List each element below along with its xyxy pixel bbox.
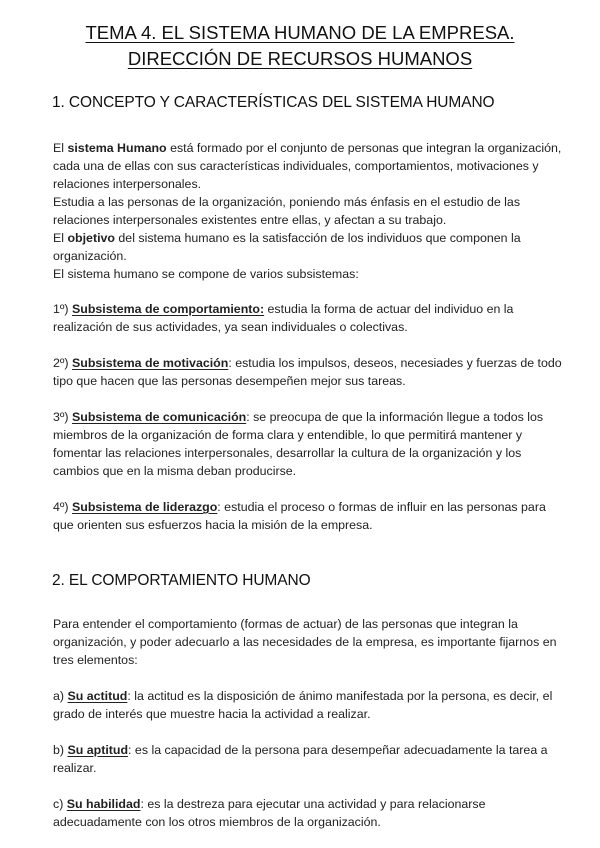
text-span: está formado por el conjunto de personas que integran la organización, cada una de ellas con sus características individuales, comportamientos, motivaciones y relaciones interpersonales. bbox=[53, 141, 562, 191]
subsystem-term: Subsistema de comportamiento: bbox=[72, 302, 265, 316]
document-title bbox=[0, 20, 600, 72]
item-number: 2º) bbox=[53, 356, 72, 370]
subsystem-term: Subsistema de liderazgo bbox=[72, 500, 218, 514]
item-number: 3º) bbox=[53, 410, 72, 424]
subsystem-item-2 bbox=[53, 354, 563, 390]
subsystem-text: : estudia el proceso o formas de influir en las personas para que orienten sus esfuerzos hacia la misión de la empresa. bbox=[53, 500, 546, 532]
item-letter: b) bbox=[53, 743, 68, 757]
element-text: : es la destreza para ejecutar una actividad y para relacionarse adecuadamente con los otros miembros de la organización. bbox=[53, 797, 486, 829]
subsystem-item-1 bbox=[53, 300, 563, 336]
title-line-1: TEMA 4. EL SISTEMA HUMANO DE LA EMPRESA. bbox=[85, 22, 515, 43]
item-letter: c) bbox=[53, 797, 67, 811]
subsystem-item-3 bbox=[53, 408, 563, 480]
element-item-a bbox=[53, 687, 563, 723]
bold-term: objetivo bbox=[67, 231, 115, 245]
subsystem-text: : se preocupa de que la información llegue a todos los miembros de la organización de forma clara y entendible, lo que permitirá mantener y fomentar las relaciones interpersonales, desarrollar la cultura de la organización y los cambios que en la misma deban producirse. bbox=[53, 410, 544, 478]
element-item-b bbox=[53, 741, 563, 777]
subsystem-term: Subsistema de comunicación bbox=[72, 410, 247, 424]
text-span: El bbox=[53, 141, 68, 155]
element-text: : la actitud es la disposición de ánimo manifestada por la persona, es decir, el grado de interés que muestre hacia la actividad a realizar. bbox=[53, 689, 553, 721]
paragraph-study: Estudia a las personas de la organización, poniendo más énfasis en el estudio de las relaciones interpersonales existentes entre ellas, y afectan a su trabajo. bbox=[53, 195, 521, 227]
title-line-2: DIRECCIÓN DE RECURSOS HUMANOS bbox=[127, 48, 473, 69]
element-term: Su aptitud bbox=[67, 743, 129, 757]
subsystem-text: : estudia los impulsos, deseos, necesiades y fuerzas de todo tipo que hacen que las personas desempeñen mejor sus tareas. bbox=[53, 356, 562, 388]
item-number: 4º) bbox=[53, 500, 72, 514]
element-item-c bbox=[53, 795, 563, 831]
item-number: 1º) bbox=[53, 302, 72, 316]
subsystem-term: Subsistema de motivación bbox=[72, 356, 229, 370]
section-2-intro: Para entender el comportamiento (formas de actuar) de las personas que integran la organización, y poder adecuarlo a las necesidades de la empresa, es importante fijarnos en tres elementos: bbox=[53, 617, 557, 667]
paragraph-definition bbox=[53, 139, 563, 193]
paragraph-subsystems: El sistema humano se compone de varios subsistemas: bbox=[53, 267, 359, 281]
element-term: Su habilidad bbox=[66, 797, 141, 811]
item-letter: a) bbox=[53, 689, 68, 703]
section-1-intro bbox=[53, 139, 563, 283]
text-span: El bbox=[53, 231, 68, 245]
subsystem-item-4 bbox=[53, 498, 563, 534]
element-text: : es la capacidad de la persona para desempeñar adecuadamente la tarea a realizar. bbox=[53, 743, 548, 775]
text-span: del sistema humano es la satisfacción de los individuos que componen la organización. bbox=[53, 231, 521, 263]
section-1-heading: 1. CONCEPTO Y CARACTERÍSTICAS DEL SISTEMA HUMANO bbox=[52, 94, 495, 111]
subsystem-text: estudia la forma de actuar del individuo en la realización de sus actividades, ya sean individuales o colectivas. bbox=[53, 302, 514, 334]
section-2-heading: 2. EL COMPORTAMIENTO HUMANO bbox=[52, 572, 311, 589]
paragraph-objective bbox=[53, 229, 563, 265]
bold-term: sistema Humano bbox=[67, 141, 167, 155]
element-term: Su actitud bbox=[67, 689, 128, 703]
